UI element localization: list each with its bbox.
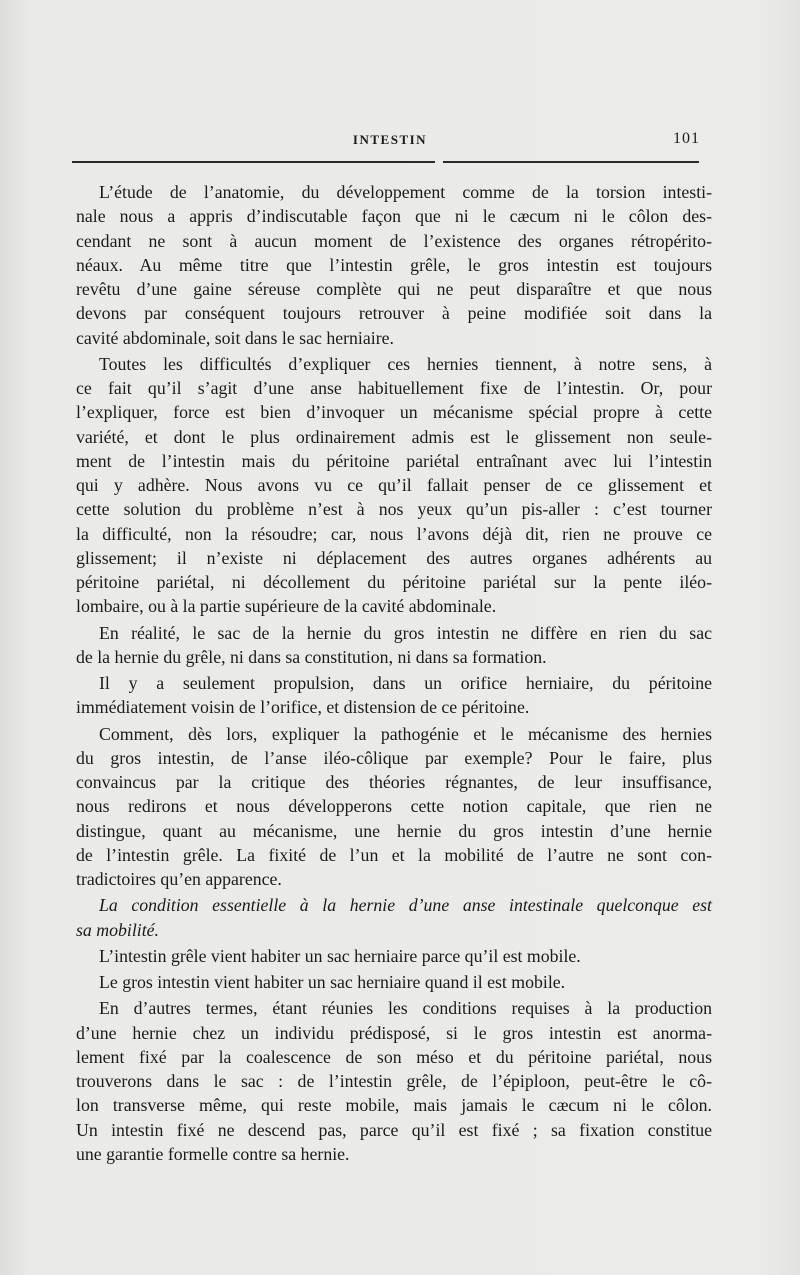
text-line: nous redirons et nous développerons cette notion capitale, que rien ne bbox=[76, 796, 712, 817]
text-line: ce fait qu’il s’agit d’une anse habituellement fixe de l’intestin. Or, pour bbox=[76, 378, 712, 398]
text-line: Un intestin fixé ne descend pas, parce qu’il est fixé ; sa fixation constitue bbox=[76, 1119, 712, 1140]
text-line: néaux. Au même titre que l’intestin grêle, le gros intestin est toujours bbox=[76, 254, 712, 275]
text-line: d’une hernie chez un individu prédisposé, si le gros intestin est anorma- bbox=[76, 1022, 712, 1043]
text-line: cendant ne sont à aucun moment de l’existence des organes rétropérito- bbox=[76, 230, 712, 251]
text-line: lon transverse même, qui reste mobile, mais jamais le cæcum ni le côlon. bbox=[76, 1095, 712, 1116]
text-line: L’intestin grêle vient habiter un sac herniaire parce qu’il est mobile. bbox=[99, 945, 581, 966]
text-line: de l’intestin grêle. La fixité de l’un et la mobilité de l’autre ne sont con- bbox=[76, 844, 712, 865]
paragraph bbox=[76, 944, 712, 968]
text-line: nale nous a appris d’indiscutable façon que ni le cæcum ni le côlon des- bbox=[76, 206, 712, 227]
text-line: lombaire, ou à la partie supérieure de la cavité abdominale. bbox=[76, 596, 497, 617]
text-line: sa mobilité. bbox=[76, 919, 159, 940]
text-line: cette solution du problème n’est à nos yeux qu’un pis-aller : c’est tourner bbox=[76, 499, 712, 520]
text-line: glissement; il n’existe ni déplacement des autres organes adhérents au bbox=[76, 547, 712, 568]
text-line: péritoine pariétal, ni décollement du péritoine pariétal sur la pente iléo- bbox=[76, 572, 712, 592]
text-line: lement fixé par la coalescence de son méso et du péritoine pariétal, nous bbox=[76, 1046, 712, 1067]
header-rule-left bbox=[72, 161, 435, 163]
text-line: Le gros intestin vient habiter un sac herniaire quand il est mobile. bbox=[99, 972, 566, 992]
paragraph bbox=[76, 180, 712, 350]
text-line: qui y adhère. Nous avons vu ce qu’il fallait penser de ce glissement et bbox=[76, 475, 712, 495]
paragraph bbox=[76, 621, 712, 670]
text-line: variété, et dont le plus ordinairement admis est le glissement non seule- bbox=[76, 426, 712, 447]
text-line: En réalité, le sac de la hernie du gros intestin ne diffère en rien du sac bbox=[99, 622, 712, 643]
paragraph bbox=[76, 996, 712, 1166]
text-line: tradictoires qu’en apparence. bbox=[76, 869, 282, 889]
paragraph-italic bbox=[76, 893, 712, 942]
paragraph bbox=[76, 352, 712, 619]
text-line: cavité abdominale, soit dans le sac herniaire. bbox=[76, 327, 394, 348]
paragraph bbox=[76, 970, 712, 994]
paragraph bbox=[76, 671, 712, 720]
text-line: Comment, dès lors, expliquer la pathogénie et le mécanisme des hernies bbox=[99, 723, 712, 744]
text-line: immédiatement voisin de l’orifice, et distension de ce péritoine. bbox=[76, 697, 530, 718]
text-line: la difficulté, non la résoudre; car, nous l’avons déjà dit, rien ne prouve ce bbox=[76, 523, 712, 544]
text-line: Toutes les difficultés d’expliquer ces hernies tiennent, à notre sens, à bbox=[99, 353, 712, 374]
page-header bbox=[70, 132, 700, 152]
text-line: En d’autres termes, étant réunies les conditions requises à la production bbox=[99, 998, 712, 1019]
body-text bbox=[76, 180, 712, 1166]
text-line: convaincus par la critique des théories régnantes, de leur insuffisance, bbox=[76, 772, 712, 792]
text-line: trouverons dans le sac : de l’intestin grêle, de l’épiploon, peut-être le cô- bbox=[76, 1071, 712, 1091]
text-line: l’expliquer, force est bien d’invoquer un mécanisme spécial propre à cette bbox=[76, 402, 712, 423]
text-line: L’étude de l’anatomie, du développement comme de la torsion intesti- bbox=[99, 182, 712, 202]
text-line: de la hernie du grêle, ni dans sa constitution, ni dans sa formation. bbox=[76, 646, 547, 667]
header-rule-right bbox=[443, 161, 699, 163]
text-line: distingue, quant au mécanisme, une hernie du gros intestin d’une hernie bbox=[76, 820, 712, 841]
text-line: ment de l’intestin mais du péritoine pariétal entraînant avec lui l’intestin bbox=[76, 450, 712, 471]
paragraph bbox=[76, 722, 712, 892]
page-number: 101 bbox=[673, 130, 700, 147]
text-line: devons par conséquent toujours retrouver à peine modifiée soit dans la bbox=[76, 303, 712, 324]
text-line: revêtu d’une gaine séreuse complète qui ne peut disparaître et que nous bbox=[76, 279, 712, 299]
text-line: La condition essentielle à la hernie d’une anse intestinale quelconque est bbox=[99, 895, 712, 916]
text-line: Il y a seulement propulsion, dans un orifice herniaire, du péritoine bbox=[99, 673, 712, 693]
running-title: INTESTIN bbox=[352, 132, 428, 147]
text-line: du gros intestin, de l’anse iléo-côlique par exemple? Pour le faire, plus bbox=[76, 747, 712, 768]
text-line: une garantie formelle contre sa hernie. bbox=[76, 1143, 350, 1164]
